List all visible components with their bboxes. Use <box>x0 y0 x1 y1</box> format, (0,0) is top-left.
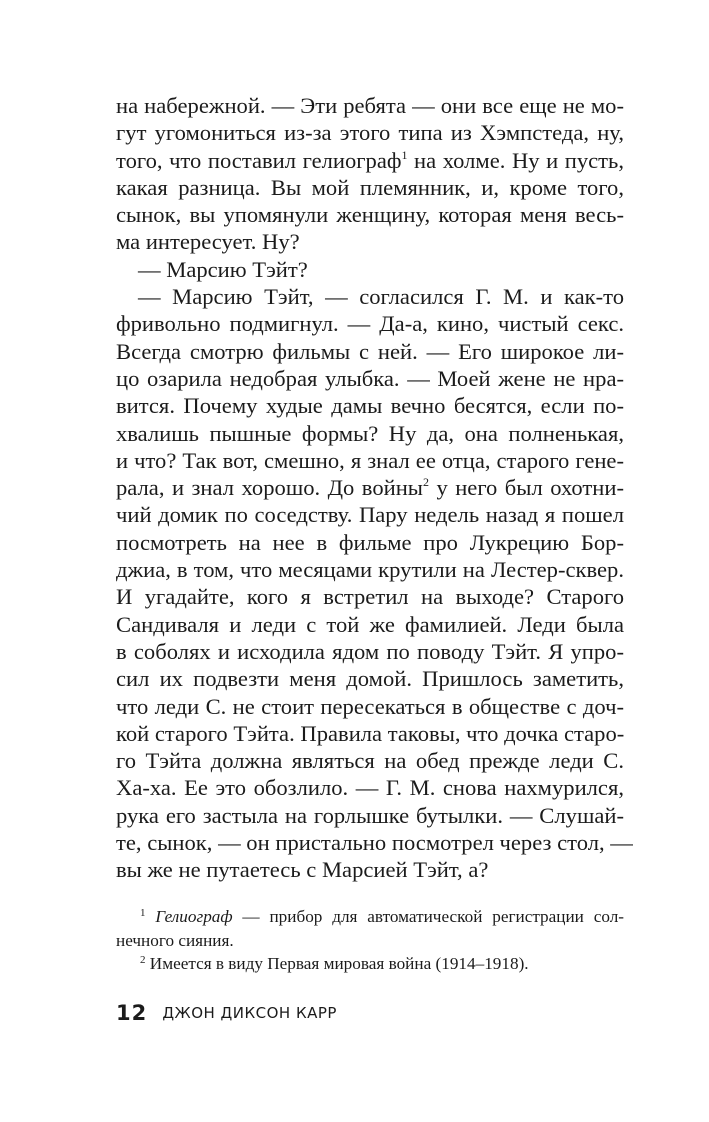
page-number: 12 <box>116 1001 148 1025</box>
text-line: что леди С. не стоит пересекаться в обществе с доч- <box>116 693 624 719</box>
footnote-term: Гелиограф <box>155 907 233 926</box>
running-author: ДЖОН ДИКСОН КАРР <box>162 1004 337 1022</box>
footnote-text: — прибор для автоматической регистрации сол- <box>232 907 625 926</box>
text-line: сынок, вы упомянули женщину, которая меня весь- <box>116 202 624 228</box>
text-fragment: на холме. Ну и пусть, <box>407 147 624 173</box>
footnote-number: 1 <box>140 907 146 919</box>
text-line: вы же не путаетесь с Марсией Тэйт, а? <box>116 857 489 883</box>
text-line: кой старого Тэйта. Правила таковы, что дочка старо- <box>116 720 625 746</box>
text-fragment: того, что поставил гелиограф <box>116 147 402 173</box>
footnotes <box>116 905 624 976</box>
text-line: чий домик по соседству. Пару недель назад я пошел <box>116 502 624 528</box>
text-line: сил их подвезти меня домой. Пришлось заметить, <box>116 666 624 692</box>
dialogue-line: — Марсию Тэйт, — согласился Г. М. и как-то <box>138 284 624 310</box>
text-line: хвалишь пышные формы? Ну да, она полненькая, <box>116 420 624 446</box>
text-fragment: у него был охотни- <box>428 475 624 501</box>
text-line: и что? Так вот, смешно, я знал ее отца, старого гене- <box>116 447 624 473</box>
footnote-1-continuation: нечного сияния. <box>116 930 234 950</box>
footnote-1 <box>116 905 624 929</box>
footnote-2 <box>116 952 624 976</box>
footnote-ref-2[interactable]: 2 <box>422 475 429 490</box>
dialogue-line: — Марсию Тэйт? <box>138 256 308 282</box>
text-line: вится. Почему худые дамы вечно бесятся, если по- <box>116 393 624 419</box>
text-line: рука его застыла на горлышке бутылки. — Слушай- <box>116 802 624 828</box>
text-line: джиа, в том, что месяцами крутили на Лестер-сквер. <box>116 557 624 583</box>
text-line: го Тэйта должна являться на обед прежде леди С. <box>116 748 624 774</box>
footnote-number: 2 <box>140 954 146 966</box>
footnote-text: Имеется в виду Первая мировая война (1914–1918). <box>145 954 529 973</box>
text-line: в соболях и исходила ядом по поводу Тэйт. Я упро- <box>116 638 624 664</box>
text-line: на набережной. — Эти ребята — они все еще не мо- <box>116 93 624 118</box>
footnote-ref-1[interactable]: 1 <box>401 147 408 162</box>
text-line: фривольно подмигнул. — Да-а, кино, чистый секс. <box>116 311 624 337</box>
text-fragment: рала, и знал хорошо. До войны <box>116 475 423 501</box>
text-line <box>116 474 624 501</box>
text-line: ма интересует. Ну? <box>116 229 300 255</box>
text-line <box>116 147 624 174</box>
text-line: И угадайте, кого я встретил на выходе? Старого <box>116 584 624 610</box>
text-line: те, сынок, — он пристально посмотрел через стол, — <box>116 830 633 856</box>
running-footer <box>116 1001 337 1025</box>
text-line: Ха-ха. Ее это обозлило. — Г. М. снова нахмурился, <box>116 775 624 801</box>
text-line: посмотреть на нее в фильме про Лукрецию Бор- <box>116 529 624 555</box>
text-line: Всегда смотрю фильмы с ней. — Его широкое ли- <box>116 338 624 364</box>
text-line: цо озарила недобрая улыбка. — Моей жене не нра- <box>116 365 624 391</box>
text-line: гут угомониться из-за этого типа из Хэмпстеда, ну, <box>116 120 624 146</box>
text-line: какая разница. Вы мой племянник, и, кроме того, <box>116 174 624 200</box>
body-text <box>116 92 633 884</box>
text-line: Сандиваля и леди с той же фамилией. Леди была <box>116 611 624 637</box>
